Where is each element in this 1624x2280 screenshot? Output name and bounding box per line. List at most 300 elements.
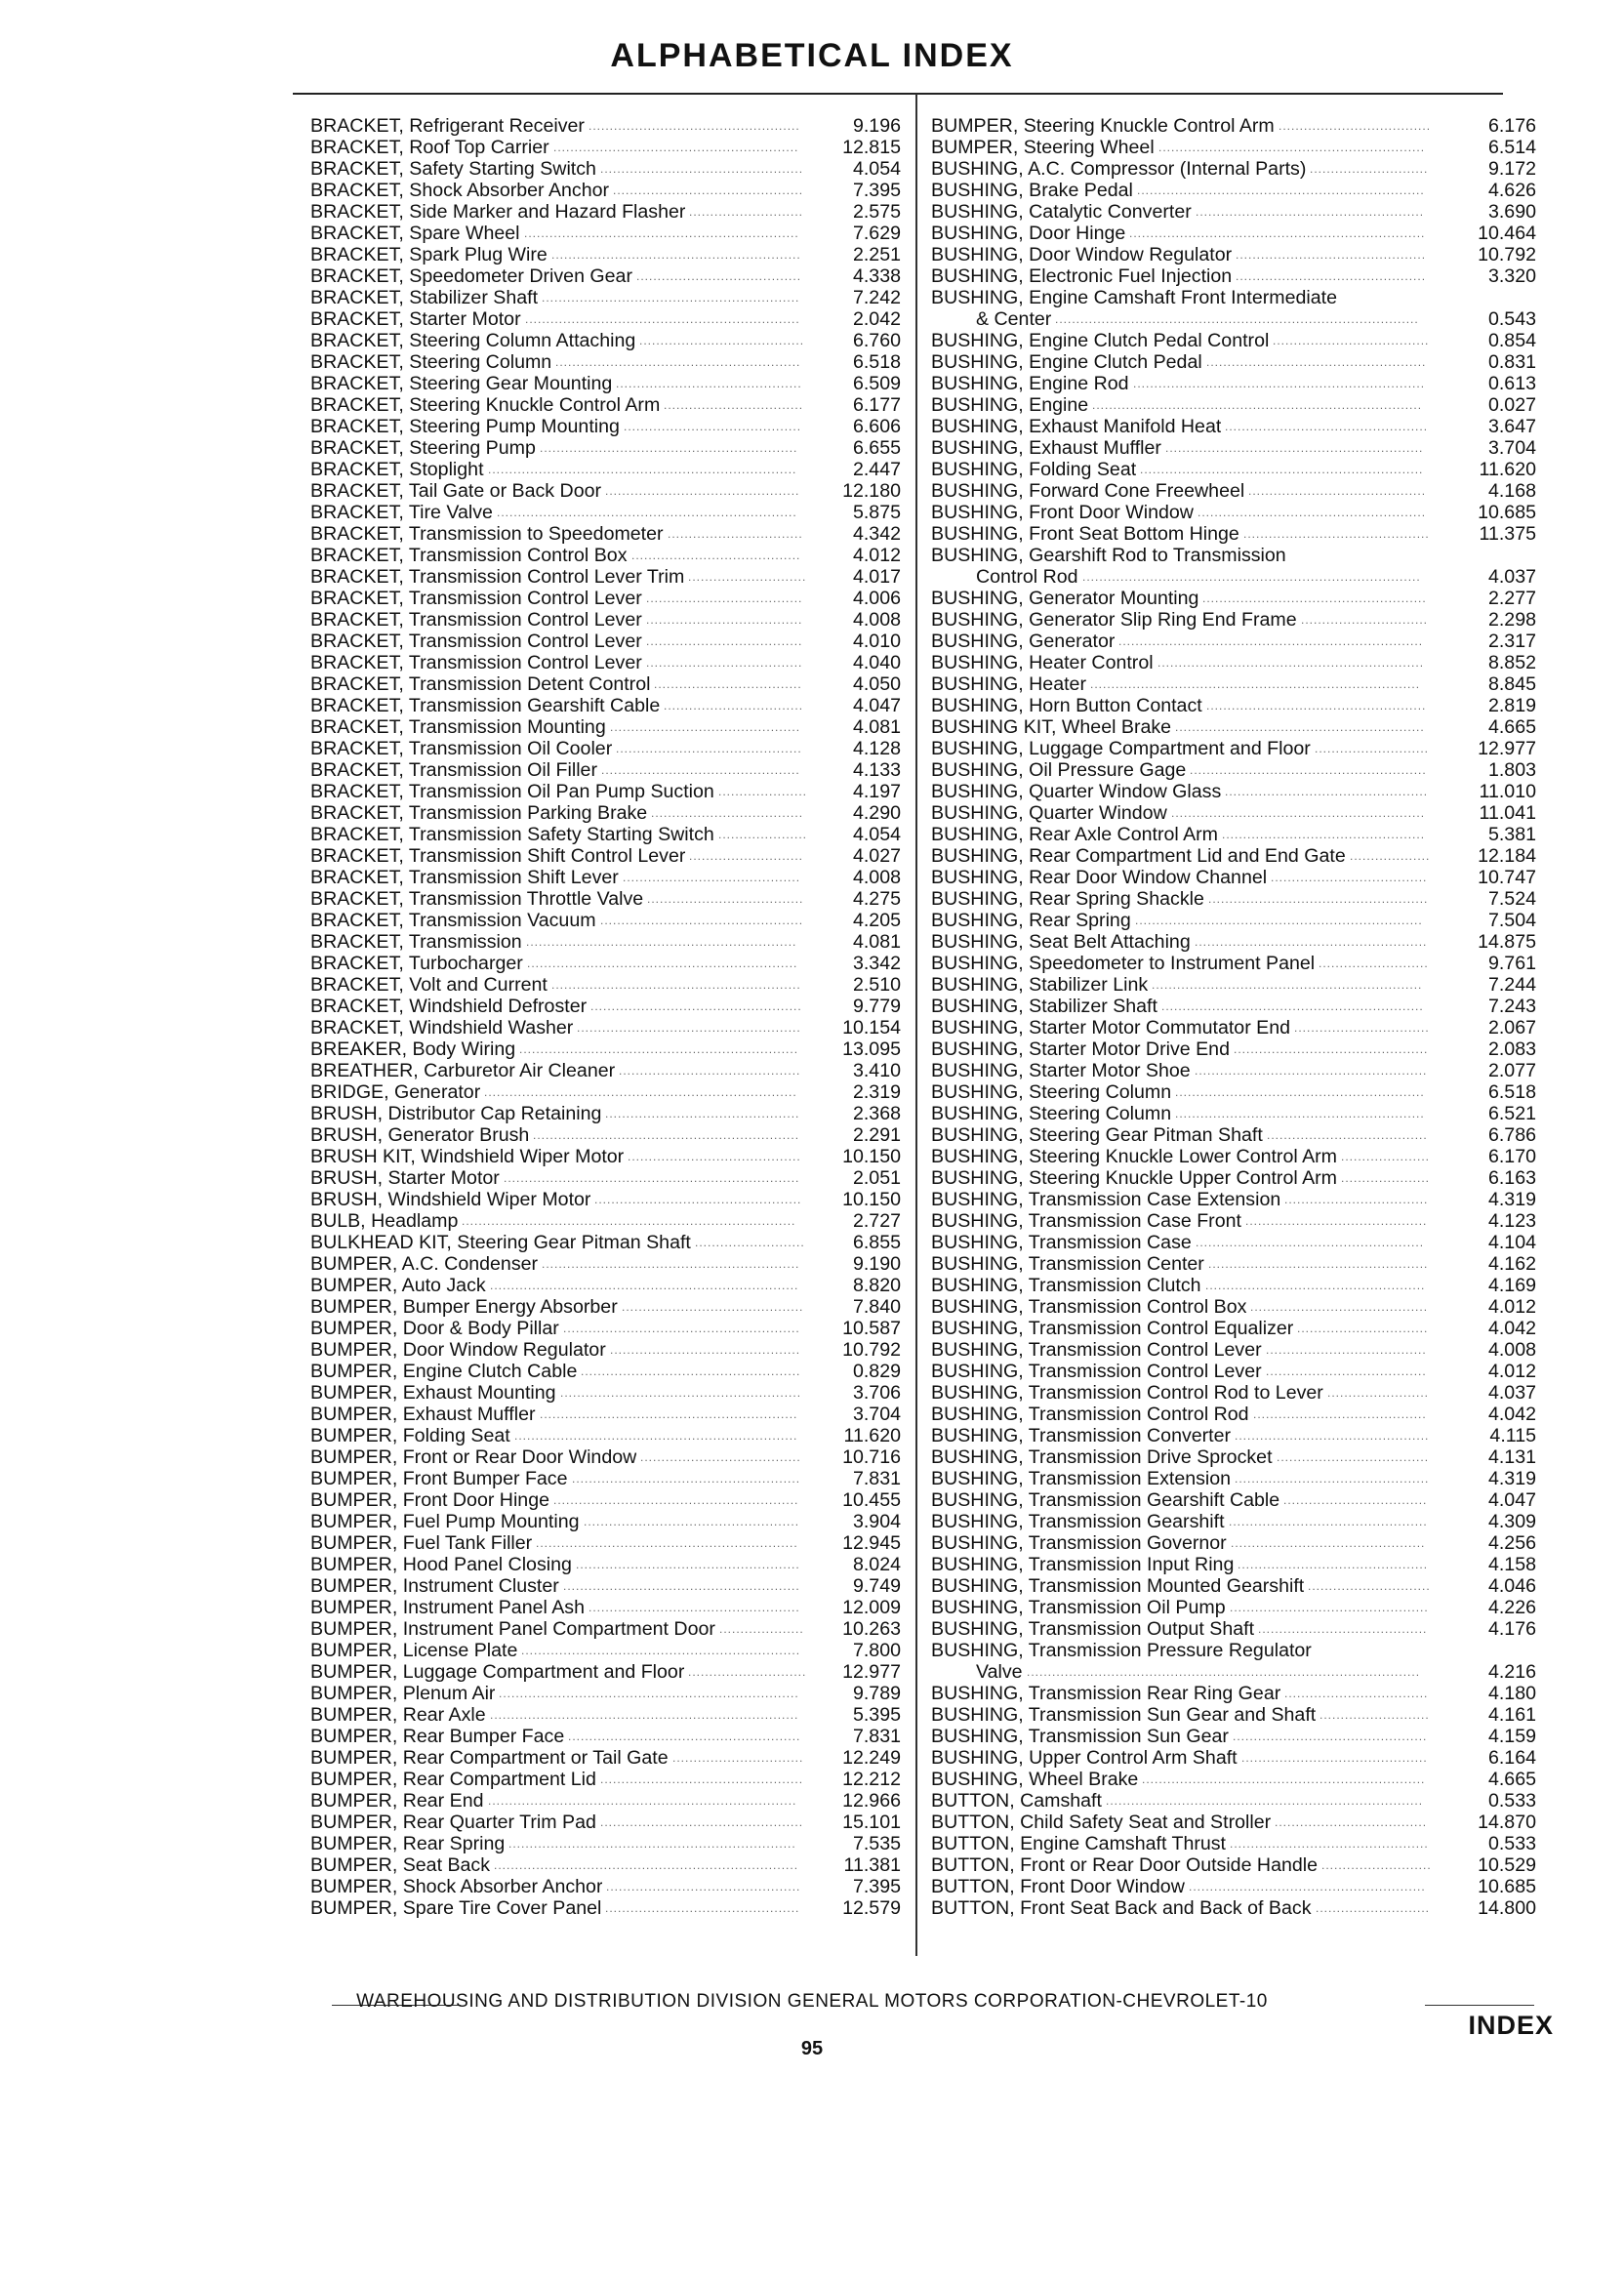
leader-dots: ...............................................: [1230, 1601, 1429, 1614]
entry-name: BUSHING, Transmission Control Rod to Lever: [931, 1382, 1323, 1404]
entry-name: BUMPER, Rear Bumper Face: [310, 1726, 565, 1747]
leader-dots: ......................................: [1267, 1128, 1428, 1142]
index-entry: [931, 1253, 1565, 1275]
part-group-number: 7.831: [852, 1468, 901, 1489]
entry-name: BUSHING, Transmission Pressure Regulator: [931, 1640, 1312, 1661]
entry-name: BUTTON, Child Safety Seat and Stroller: [931, 1812, 1272, 1833]
leader-dots: ..................................................: [590, 999, 802, 1013]
index-entry: [931, 716, 1565, 738]
entry-name: BUSHING, Transmission Gearshift Cable: [931, 1489, 1280, 1511]
leader-dots: .............................................: [1238, 1558, 1429, 1571]
part-group-number: 4.319: [1487, 1189, 1536, 1210]
index-entry: [931, 566, 1565, 588]
part-group-number: 4.133: [852, 759, 901, 781]
entry-name: BUMPER, Shock Absorber Anchor: [310, 1876, 603, 1897]
part-group-number: 4.342: [852, 523, 901, 545]
index-entry: [931, 1532, 1565, 1554]
entry-name: BRACKET, Spark Plug Wire: [310, 244, 548, 265]
entry-name: BRUSH KIT, Windshield Wiper Motor: [310, 1146, 625, 1167]
part-group-number: 6.855: [852, 1232, 901, 1253]
entry-name: BRACKET, Side Marker and Hazard Flasher: [310, 201, 686, 223]
index-entry: [931, 115, 1565, 137]
part-group-number: 10.792: [842, 1339, 901, 1361]
index-entry: [310, 931, 901, 953]
part-group-number: 4.037: [1487, 1382, 1536, 1404]
index-entry: [310, 1425, 901, 1446]
index-entry: [931, 1597, 1565, 1618]
part-group-number: 10.685: [1478, 1876, 1536, 1897]
part-group-number: 7.242: [852, 287, 901, 308]
index-entry: [310, 1167, 901, 1189]
index-entry: [931, 223, 1565, 244]
leader-dots: ................................................: [1225, 785, 1429, 798]
entry-name: BUSHING, Heater: [931, 673, 1086, 695]
entry-name: BRACKET, Steering Gear Mounting: [310, 373, 613, 394]
index-entry: [310, 695, 901, 716]
entry-name: BUSHING, Transmission Control Rod: [931, 1404, 1249, 1425]
part-group-number: 4.027: [852, 845, 901, 867]
entry-name: BUSHING, Starter Motor Drive End: [931, 1038, 1230, 1060]
index-entry: [931, 287, 1565, 308]
index-entry: [931, 1167, 1565, 1189]
part-group-number: 4.017: [852, 566, 901, 588]
part-group-number: 4.169: [1487, 1275, 1536, 1296]
entry-name: BUMPER, Rear Axle: [310, 1704, 486, 1726]
part-group-number: 4.256: [1487, 1532, 1536, 1554]
part-group-number: 3.410: [852, 1060, 901, 1081]
index-entry: [310, 351, 901, 373]
leader-dots: ......................................: [1266, 1343, 1427, 1357]
leader-dots: ............................................: [616, 742, 802, 755]
leader-dots: ......................................................: [1198, 506, 1427, 519]
index-entry: [310, 802, 901, 824]
index-entry: [310, 115, 901, 137]
leader-dots: .............................................................................................: [1027, 1665, 1421, 1679]
entry-name: BRACKET, Transmission Gearshift Cable: [310, 695, 661, 716]
entry-name: BRACKET, Transmission Shift Lever: [310, 867, 619, 888]
index-entry: [931, 1103, 1565, 1124]
leader-dots: ...........................................: [622, 1300, 804, 1314]
index-entry: [310, 953, 901, 974]
entry-name: BRACKET, Transmission Shift Control Lever: [310, 845, 686, 867]
part-group-number: 4.047: [852, 695, 901, 716]
leader-dots: ..........................: [1321, 1858, 1432, 1872]
entry-name: BRACKET, Steering Pump Mounting: [310, 416, 620, 437]
index-entry: [931, 1554, 1565, 1575]
index-entry: [310, 1060, 901, 1081]
leader-dots: .......................................................................: [499, 1687, 799, 1700]
entry-name: BUSHING, Transmission Center: [931, 1253, 1204, 1275]
entry-name: BUSHING, Rear Spring: [931, 910, 1131, 931]
entry-name: BUSHING, Steering Knuckle Upper Control Arm: [931, 1167, 1337, 1189]
index-entry: [931, 394, 1565, 416]
entry-name: BUSHING, Exhaust Manifold Heat: [931, 416, 1222, 437]
leader-dots: ..........................................: [623, 871, 801, 884]
part-group-number: 4.042: [1487, 1318, 1536, 1339]
entry-name: BRACKET, Refrigerant Receiver: [310, 115, 585, 137]
index-entry: [310, 502, 901, 523]
leader-dots: .........................................: [628, 1150, 801, 1163]
index-entry: [310, 1597, 901, 1618]
part-group-number: 5.381: [1487, 824, 1536, 845]
part-group-number: 14.800: [1478, 1897, 1536, 1919]
leader-dots: ......................................................................: [1129, 226, 1426, 240]
index-entry: [310, 1124, 901, 1146]
entry-name: BUSHING, Luggage Compartment and Floor: [931, 738, 1311, 759]
leader-dots: ...........................: [689, 205, 804, 219]
part-group-number: 4.665: [1487, 1769, 1536, 1790]
part-group-number: 8.024: [852, 1554, 901, 1575]
index-entry: [931, 931, 1565, 953]
part-group-number: 4.123: [1487, 1210, 1536, 1232]
leader-dots: ............................................................: [1171, 806, 1426, 820]
index-entry: [931, 1446, 1565, 1468]
index-entry: [931, 330, 1565, 351]
index-entry: [931, 201, 1565, 223]
entry-name: BUSHING, Front Seat Bottom Hinge: [931, 523, 1239, 545]
entry-name: BUMPER, Rear Spring: [310, 1833, 506, 1854]
entry-name: BULB, Headlamp: [310, 1210, 459, 1232]
index-entry: [310, 910, 901, 931]
part-group-number: 4.131: [1487, 1446, 1536, 1468]
index-entry: [931, 609, 1565, 631]
leader-dots: ..............................................: [605, 484, 800, 498]
part-group-number: 12.212: [842, 1769, 901, 1790]
entry-name: BUSHING, Stabilizer Shaft: [931, 996, 1157, 1017]
index-entry: [931, 910, 1565, 931]
part-group-number: 4.008: [852, 609, 901, 631]
part-group-number: 7.504: [1487, 910, 1536, 931]
leader-dots: ................................................: [600, 1772, 804, 1786]
index-entry: [310, 1897, 901, 1919]
index-entry: [931, 502, 1565, 523]
index-entry: [931, 1361, 1565, 1382]
index-entry: [931, 867, 1565, 888]
leader-dots: .......................................................: [1195, 935, 1428, 949]
part-group-number: 10.792: [1478, 244, 1536, 265]
entry-name: BUMPER, Engine Clutch Cable: [310, 1361, 578, 1382]
part-group-number: 6.760: [852, 330, 901, 351]
entry-name: BUMPER, Door & Body Pillar: [310, 1318, 559, 1339]
part-group-number: 10.154: [842, 1017, 901, 1038]
index-column-right: [931, 115, 1565, 1919]
leader-dots: ....................................................: [1206, 355, 1427, 369]
leader-dots: ...................................................: [584, 1515, 800, 1528]
part-group-number: 7.243: [1487, 996, 1536, 1017]
leader-dots: ...........................................: [619, 1064, 801, 1078]
entry-name: BUSHING, Quarter Window: [931, 802, 1167, 824]
index-entry: [931, 416, 1565, 437]
index-entry: [310, 1446, 901, 1468]
index-entry: [310, 1489, 901, 1511]
leader-dots: ................................................................................: [1082, 570, 1421, 584]
entry-name: BUTTON, Front or Rear Door Outside Handle: [931, 1854, 1319, 1876]
index-entry: [310, 1339, 901, 1361]
leader-dots: ................................................................: [1152, 978, 1423, 992]
part-group-number: 0.533: [1487, 1790, 1536, 1812]
part-group-number: 4.158: [1487, 1554, 1536, 1575]
part-group-number: 10.587: [842, 1318, 901, 1339]
part-group-number: 2.819: [1487, 695, 1536, 716]
part-group-number: 7.395: [852, 180, 901, 201]
index-entry: [310, 223, 901, 244]
index-entry: [310, 673, 901, 695]
leader-dots: ....................................................: [1206, 699, 1427, 712]
entry-name: BRIDGE, Generator: [310, 1081, 481, 1103]
part-group-number: 6.164: [1487, 1747, 1536, 1769]
part-group-number: 12.184: [1478, 845, 1536, 867]
leader-dots: ............................: [1310, 162, 1429, 176]
part-group-number: 2.277: [1487, 588, 1536, 609]
entry-name: BUTTON, Front Door Window: [931, 1876, 1185, 1897]
index-entry: [310, 437, 901, 459]
leader-dots: ..........................................................................: [484, 1085, 797, 1099]
index-entry: [931, 781, 1565, 802]
index-entry: [310, 1532, 901, 1554]
index-entry: [310, 1704, 901, 1726]
entry-name: BUSHING, Rear Axle Control Arm: [931, 824, 1218, 845]
index-entry: [310, 738, 901, 759]
index-entry: [310, 1468, 901, 1489]
index-entry: [931, 1296, 1565, 1318]
entry-name: BUMPER, Fuel Tank Filler: [310, 1532, 533, 1554]
index-entry: [931, 480, 1565, 502]
entry-name: BUTTON, Front Seat Back and Back of Back: [931, 1897, 1312, 1919]
index-entry: [310, 180, 901, 201]
leader-dots: .................................................: [594, 1193, 802, 1206]
entry-name: BUSHING, Catalytic Converter: [931, 201, 1192, 223]
leader-dots: ..............................................................: [536, 1536, 798, 1550]
part-group-number: 4.010: [852, 631, 901, 652]
index-entry: [931, 545, 1565, 566]
part-group-number: 4.046: [1487, 1575, 1536, 1597]
leader-dots: ..............................................................: [1161, 999, 1424, 1013]
entry-name: BRACKET, Transmission Vacuum: [310, 910, 596, 931]
entry-name: BUMPER, Steering Wheel: [931, 137, 1155, 158]
leader-dots: ................................................: [600, 162, 804, 176]
part-group-number: 10.747: [1478, 867, 1536, 888]
part-group-number: 6.514: [1487, 137, 1536, 158]
part-group-number: 6.163: [1487, 1167, 1536, 1189]
index-entry: [931, 1124, 1565, 1146]
leader-dots: ........................................................: [563, 1322, 800, 1335]
part-group-number: 12.966: [842, 1790, 901, 1812]
index-entry: [310, 1146, 901, 1167]
entry-name: BUMPER, Rear End: [310, 1790, 484, 1812]
part-group-number: 7.395: [852, 1876, 901, 1897]
entry-name: BUSHING, Exhaust Muffler: [931, 437, 1161, 459]
leader-dots: .....................................: [646, 656, 803, 670]
part-group-number: 8.845: [1487, 673, 1536, 695]
index-entry: [931, 523, 1565, 545]
index-entry: [931, 437, 1565, 459]
entry-name: BUSHING, Transmission Oil Pump: [931, 1597, 1226, 1618]
index-entry: [931, 845, 1565, 867]
part-group-number: 4.159: [1487, 1726, 1536, 1747]
part-group-number: 6.176: [1487, 115, 1536, 137]
index-entry: [310, 1382, 901, 1404]
part-group-number: 4.290: [852, 802, 901, 824]
entry-name: BUSHING, Rear Compartment Lid and End Gate: [931, 845, 1346, 867]
entry-name: BUMPER, Bumper Energy Absorber: [310, 1296, 618, 1318]
leader-dots: ......................................................................................: [1055, 312, 1419, 326]
entry-name: BRACKET, Tire Valve: [310, 502, 493, 523]
leader-dots: ........................................................: [563, 1579, 800, 1593]
index-entry: [310, 158, 901, 180]
entry-name: BUSHING, Electronic Fuel Injection: [931, 265, 1233, 287]
entry-name: BRACKET, Steering Column Attaching: [310, 330, 636, 351]
part-group-number: 4.047: [1487, 1489, 1536, 1511]
part-group-number: 2.042: [852, 308, 901, 330]
entry-name: BUMPER, Auto Jack: [310, 1275, 486, 1296]
leader-dots: ...........................................................: [1175, 720, 1425, 734]
leader-dots: ...............................................................: [533, 1128, 800, 1142]
leader-dots: ........................................: [631, 549, 801, 562]
part-group-number: 3.342: [852, 953, 901, 974]
leader-dots: ........................................................: [1189, 1880, 1426, 1893]
page-number: 95: [800, 2038, 824, 2059]
leader-dots: .................................................................: [524, 226, 799, 240]
entry-name: BRACKET, Transmission Throttle Valve: [310, 888, 644, 910]
index-entry: [310, 566, 901, 588]
leader-dots: ..............................................: [1235, 1429, 1430, 1443]
leader-dots: ................................................: [600, 914, 804, 927]
entry-name: BUTTON, Engine Camshaft Thrust: [931, 1833, 1226, 1854]
entry-name: BUSHING, Transmission Drive Sprocket: [931, 1446, 1273, 1468]
part-group-number: 12.180: [842, 480, 901, 502]
part-group-number: 2.298: [1487, 609, 1536, 631]
index-entry: [310, 459, 901, 480]
leader-dots: ...............................................................................: [462, 1214, 796, 1228]
index-entry: [931, 1661, 1565, 1683]
entry-name: BUSHING, Steering Gear Pitman Shaft: [931, 1124, 1263, 1146]
part-group-number: 11.041: [1479, 802, 1536, 824]
entry-name: BUSHING, Transmission Sun Gear: [931, 1726, 1229, 1747]
leader-dots: ............................: [688, 1665, 807, 1679]
leader-dots: ....................................: [651, 806, 804, 820]
entry-name: BUSHING, Engine Rod: [931, 373, 1129, 394]
entry-name: BUSHING, Generator: [931, 631, 1116, 652]
leader-dots: ...............................................................: [1157, 656, 1425, 670]
leader-dots: .........................................................: [560, 1386, 802, 1400]
entry-name: BUSHING, Gearshift Rod to Transmission: [931, 545, 1286, 566]
leader-dots: ........................................................................: [1118, 634, 1424, 648]
index-entry: [931, 652, 1565, 673]
part-group-number: 7.244: [1487, 974, 1536, 996]
part-group-number: 0.027: [1487, 394, 1536, 416]
leader-dots: .......................................: [639, 334, 805, 347]
entry-name: BRACKET, Windshield Washer: [310, 1017, 574, 1038]
index-entry: [310, 631, 901, 652]
entry-name: BUMPER, Hood Panel Closing: [310, 1554, 572, 1575]
entry-name: BRUSH, Windshield Wiper Motor: [310, 1189, 591, 1210]
leader-dots: ....................................................: [1205, 1279, 1426, 1292]
leader-dots: ................................: [1294, 1021, 1430, 1035]
leader-dots: ........................................: [1258, 1622, 1428, 1636]
part-group-number: 4.665: [1487, 716, 1536, 738]
entry-name: BRACKET, Transmission Control Lever: [310, 652, 642, 673]
entry-name: BUMPER, A.C. Condenser: [310, 1253, 539, 1275]
entry-name: BUSHING, Engine Clutch Pedal: [931, 351, 1202, 373]
entry-name: BUSHING, Starter Motor Commutator End: [931, 1017, 1291, 1038]
part-group-number: 10.455: [842, 1489, 901, 1511]
leader-dots: ...............................................................: [1158, 141, 1426, 154]
entry-name: BRACKET, Transmission Safety Starting Switch: [310, 824, 714, 845]
leader-dots: ....................................................................: [508, 1837, 796, 1851]
part-group-number: 2.727: [852, 1210, 901, 1232]
leader-dots: ..............................................: [1233, 1730, 1428, 1743]
part-group-number: 15.101: [842, 1812, 901, 1833]
index-entry: [931, 1038, 1565, 1060]
leader-dots: ..............................................................................: [1092, 398, 1423, 412]
leader-dots: ...................................................................: [1140, 463, 1424, 476]
entry-name: BUSHING KIT, Wheel Brake: [931, 716, 1172, 738]
part-group-number: 0.533: [1487, 1833, 1536, 1854]
part-group-number: 12.579: [842, 1897, 901, 1919]
part-group-number: 11.010: [1479, 781, 1536, 802]
leader-dots: ............................................: [1243, 527, 1430, 541]
index-entry: [931, 1747, 1565, 1769]
entry-name: BRACKET, Transmission to Speedometer: [310, 523, 664, 545]
entry-name: BUSHING, Rear Spring Shackle: [931, 888, 1204, 910]
index-entry: [931, 308, 1565, 330]
entry-name: BUSHING, Transmission Sun Gear and Shaft: [931, 1704, 1317, 1726]
part-group-number: 2.447: [852, 459, 901, 480]
leader-dots: ......................................................: [572, 1472, 801, 1486]
entry-name: BRACKET, Stabilizer Shaft: [310, 287, 539, 308]
leader-dots: .........................................................................: [488, 463, 797, 476]
leader-dots: ...........................: [1316, 1901, 1431, 1915]
part-group-number: 6.521: [1487, 1103, 1536, 1124]
leader-dots: ................................................: [600, 1815, 804, 1829]
part-group-number: 6.606: [852, 416, 901, 437]
part-group-number: 2.067: [1487, 1017, 1536, 1038]
leader-dots: .....................: [1341, 1150, 1431, 1163]
entry-name: BUSHING, Folding Seat: [931, 459, 1137, 480]
part-group-number: 7.535: [852, 1833, 901, 1854]
leader-dots: ...............................: [672, 1751, 804, 1765]
leader-dots: .....................................................: [577, 1021, 801, 1035]
index-entry: [310, 244, 901, 265]
index-entry: [310, 1404, 901, 1425]
leader-dots: .............................................: [613, 183, 804, 197]
entry-name: BUMPER, Door Window Regulator: [310, 1339, 606, 1361]
leader-dots: ........................................................: [1190, 763, 1427, 777]
index-entry: [310, 523, 901, 545]
entry-name: BUSHING, Generator Slip Ring End Frame: [931, 609, 1297, 631]
part-group-number: 0.543: [1487, 308, 1536, 330]
index-entry: [310, 609, 901, 631]
part-group-number: 10.716: [842, 1446, 901, 1468]
index-entry: [310, 781, 901, 802]
part-group-number: 3.706: [852, 1382, 901, 1404]
index-entry: [931, 1189, 1565, 1210]
entry-name: BRACKET, Steering Pump: [310, 437, 536, 459]
leader-dots: ..........................: [1320, 1708, 1430, 1722]
part-group-number: 11.381: [843, 1854, 901, 1876]
entry-name: BUSHING, Steering Column: [931, 1103, 1172, 1124]
entry-name: BUSHING, Transmission Rear Ring Gear: [931, 1683, 1281, 1704]
leader-dots: ..................................................................: [519, 1042, 799, 1056]
part-group-number: 6.509: [852, 373, 901, 394]
entry-name: BRACKET, Transmission Oil Cooler: [310, 738, 613, 759]
entry-name: BUSHING, Generator Mounting: [931, 588, 1199, 609]
entry-name: BUSHING, Transmission Mounted Gearshift: [931, 1575, 1305, 1597]
entry-name: BUMPER, Instrument Cluster: [310, 1575, 559, 1597]
leader-dots: ...............................: [1297, 1322, 1429, 1335]
leader-dots: ................................: [668, 527, 803, 541]
leader-dots: .....................................................: [1202, 591, 1427, 605]
